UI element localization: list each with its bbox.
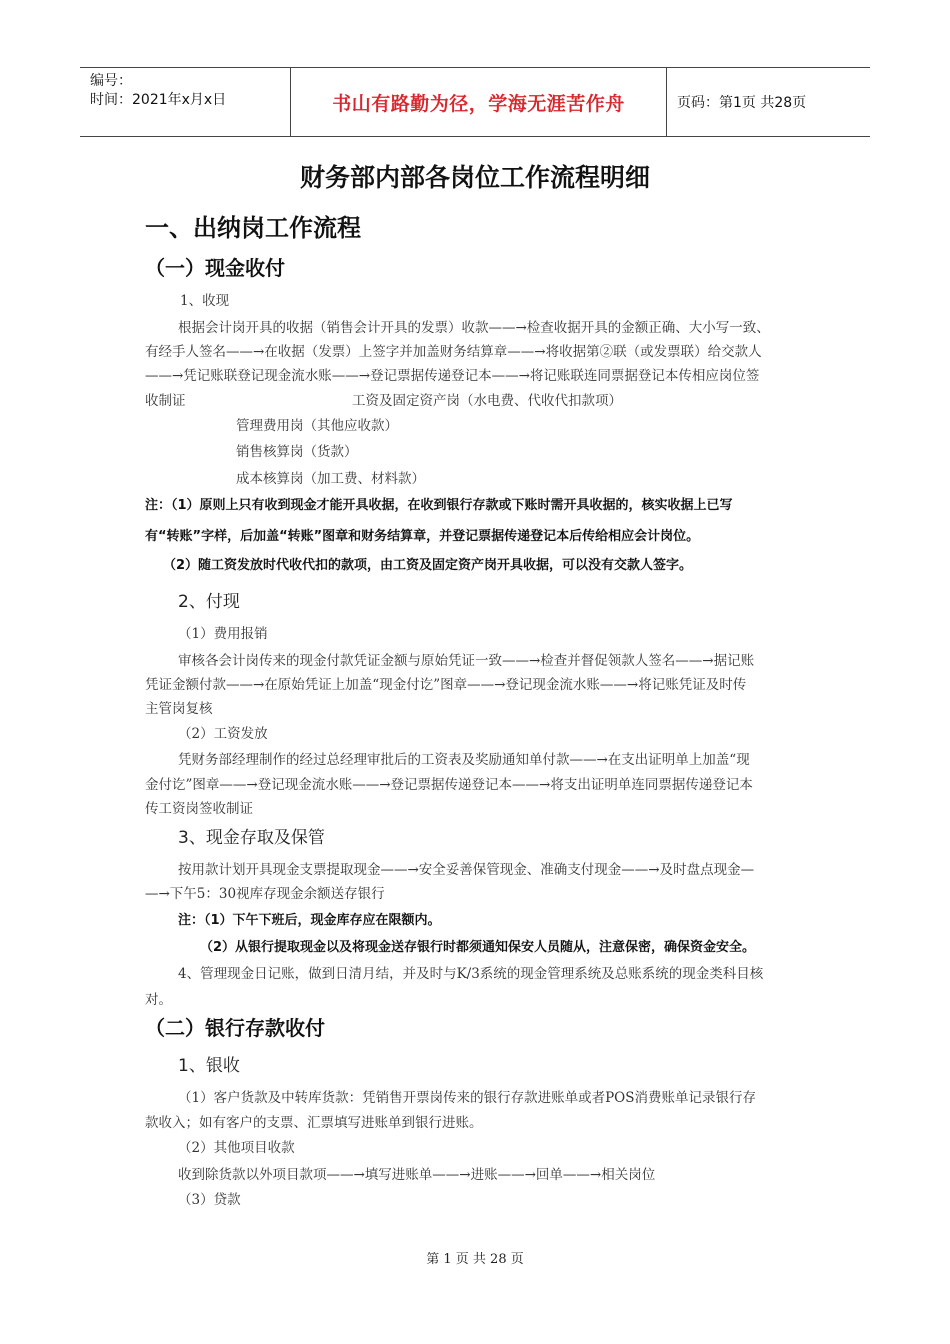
header-left-cell (80, 68, 291, 136)
sub-item-title: （2）工资发放 (178, 726, 268, 742)
paragraph-line: 销售核算岗（货款） (236, 444, 358, 460)
paragraph-line: 对。 (145, 992, 172, 1008)
paragraph-line: —→下午5：30视库存现金余额送存银行 (145, 886, 385, 902)
paragraph-line: 款收入；如有客户的支票、汇票填写进账单到银行进账。 (145, 1115, 483, 1131)
paragraph-line: ——→凭记账联登记现金流水账——→登记票据传递登记本——→将记账联连同票据登记本传相应岗位签 (145, 368, 760, 384)
note-line: 有“转账”字样，后加盖“转账”图章和财务结算章，并登记票据传递登记本后传给相应会计岗位。 (145, 529, 700, 544)
paragraph-line: 金付讫”图章——→登记现金流水账——→登记票据传递登记本——→将支出证明单连同票据传递登记本 (145, 777, 753, 793)
section-heading-cashier: 一、出纳岗工作流程 (145, 214, 361, 242)
paragraph-line: 管理费用岗（其他应收款） (236, 418, 398, 434)
page-footer: 第 1 页 共 28 页 (426, 1252, 524, 1267)
item-receive-cash-title: 1、收现 (180, 293, 230, 309)
paragraph-line: 4、管理现金日记账，做到日清月结，并及时与K/3系统的现金管理系统及总账系统的现金类科目核 (178, 966, 764, 982)
paragraph-line: （1）客户货款及中转库货款：凭销售开票岗传来的银行存款进账单或者POS消费账单记录银行存 (178, 1090, 756, 1106)
section-heading-cash: （一）现金收付 (145, 256, 285, 280)
paragraph-line: 凭财务部经理制作的经过总经理审批后的工资表及奖励通知单付款——→在支出证明单上加盖“现 (178, 752, 750, 768)
header-motto: 书山有路勤为径，学海无涯苦作舟 (291, 68, 667, 136)
note-line: 注：（1）原则上只有收到现金才能开具收据，在收到银行存款或下账时需开具收据的，核实收据上已写 (145, 498, 733, 513)
item-cash-storage-title: 3、现金存取及保管 (178, 828, 325, 848)
paragraph-line: 工资及固定资产岗（水电费、代收代扣款项） (352, 393, 622, 409)
paragraph-line: 收到除货款以外项目款项——→填写进账单——→进账——→回单——→相关岗位 (178, 1167, 656, 1183)
number-label: 编号： (90, 73, 132, 89)
paragraph-line: 按用款计划开具现金支票提取现金——→安全妥善保管现金、准确支付现金——→及时盘点现金— (178, 862, 755, 878)
time-label: 时间：2021年x月x日 (90, 92, 227, 108)
sub-item-title: （3）贷款 (178, 1192, 241, 1208)
paragraph-line: 凭证金额付款——→在原始凭证上加盖“现金付讫”图章——→登记现金流水账——→将记账凭证及时传 (145, 677, 747, 693)
paragraph-line: 主管岗复核 (145, 701, 213, 717)
paragraph-line: 传工资岗签收制证 (145, 801, 253, 817)
header-page-info: 页码：第1页 共28页 (677, 95, 807, 111)
document-title: 财务部内部各岗位工作流程明细 (299, 163, 650, 192)
note-line: （2）从银行提取现金以及将现金送存银行时都须通知保安人员随从，注意保密，确保资金安全。 (200, 940, 756, 955)
paragraph-line: 审核各会计岗传来的现金付款凭证金额与原始凭证一致——→检查并督促领款人签名——→据记账 (178, 653, 755, 669)
sub-item-title: （2）其他项目收款 (178, 1140, 295, 1156)
header-table (80, 67, 870, 137)
item-pay-cash-title: 2、付现 (178, 592, 240, 612)
note-line: （2）随工资发放时代收代扣的款项，由工资及固定资产岗开具收据，可以没有交款人签字。 (163, 558, 693, 573)
sub-item-title: （1）费用报销 (178, 626, 268, 642)
paragraph-line: 有经手人签名——→在收据（发票）上签字并加盖财务结算章——→将收据第②联（或发票联）给交款人 (145, 344, 762, 360)
item-bank-receive-title: 1、银收 (178, 1056, 240, 1076)
section-heading-bank: （二）银行存款收付 (145, 1016, 325, 1040)
paragraph-line: 收制证 (145, 393, 186, 409)
note-line: 注：（1）下午下班后，现金库存应在限额内。 (178, 913, 441, 928)
paragraph-line: 根据会计岗开具的收据（销售会计开具的发票）收款——→检查收据开具的金额正确、大小写一致、 (178, 320, 770, 336)
paragraph-line: 成本核算岗（加工费、材料款） (236, 471, 425, 487)
